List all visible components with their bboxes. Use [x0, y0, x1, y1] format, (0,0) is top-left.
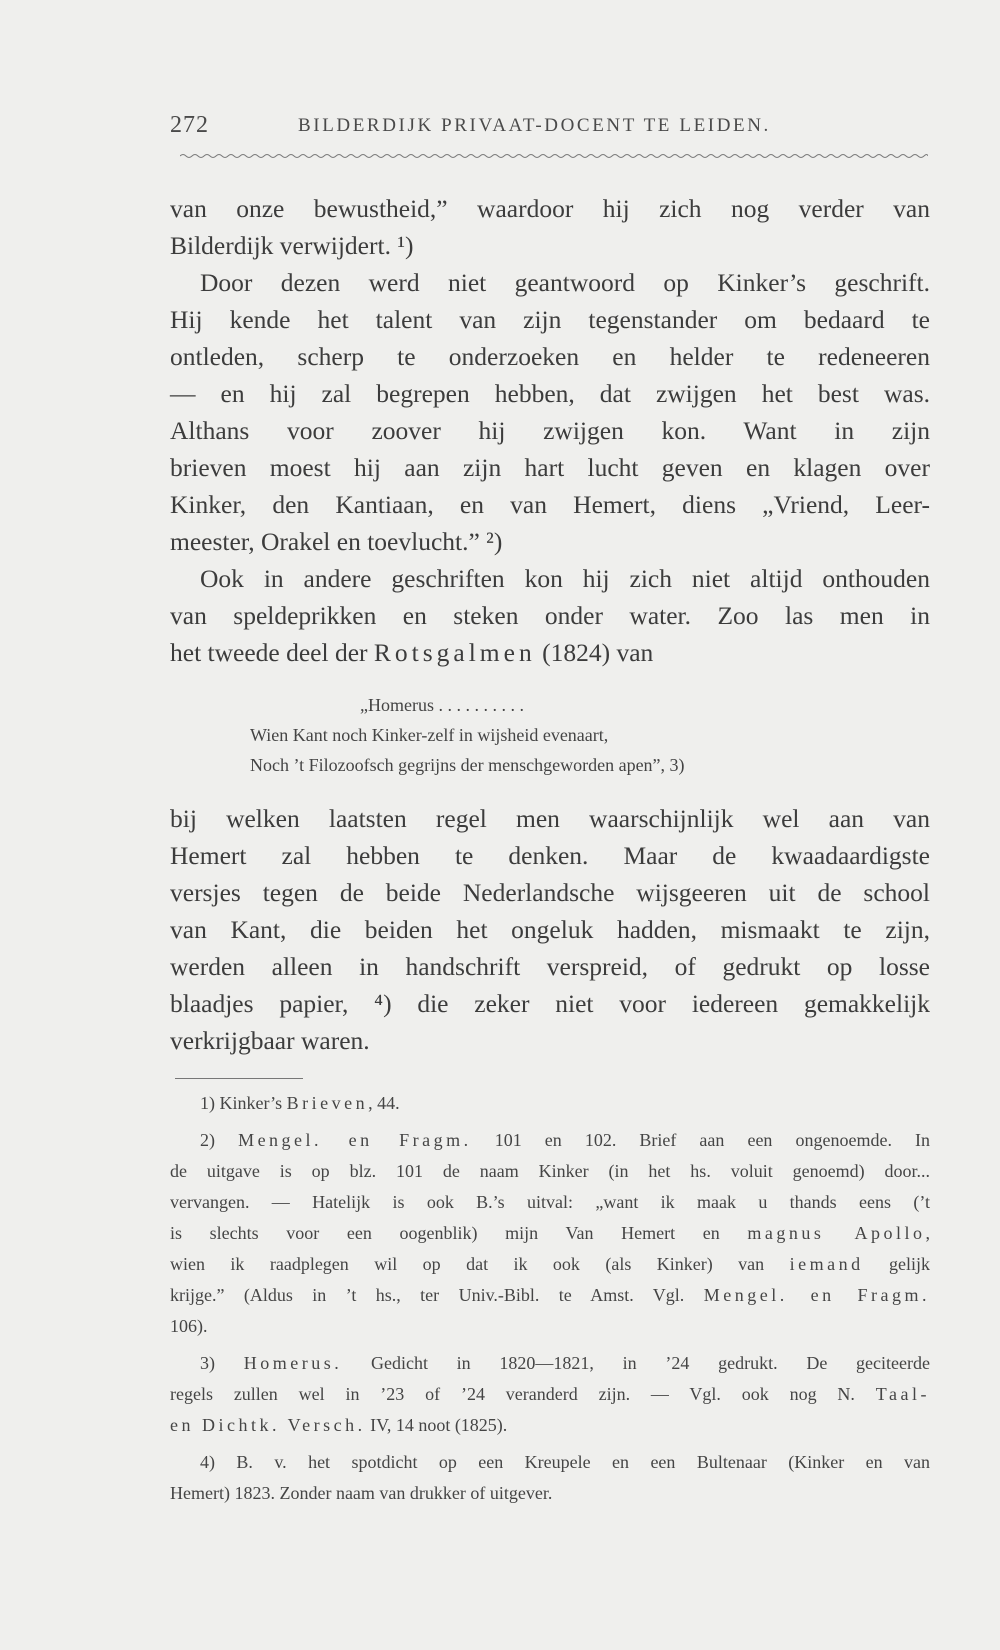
text-line: werden alleen in handschrift verspreid, of gedrukt op losse	[170, 952, 930, 981]
footnote-2-line	[170, 1125, 930, 1156]
text-line: meester, Orakel en toevlucht.” ²)	[170, 527, 503, 556]
text-line: van speldeprikken en steken onder water. Zoo las men in	[170, 601, 930, 630]
text-segment: Gedicht in 1820—1821, in ’24 gedrukt. De geciteerde	[342, 1353, 930, 1373]
footnote-2-line	[170, 1249, 930, 1280]
text-line: — en hij zal begrepen hebben, dat zwijgen het best was.	[170, 379, 930, 408]
footnote-3-line	[170, 1348, 930, 1379]
spaced-title: Mengel. en Fragm.	[703, 1285, 930, 1305]
text-segment: IV, 14 noot (1825).	[365, 1415, 508, 1435]
text-line: van onze bewustheid,” waardoor hij zich nog verder van	[170, 194, 930, 223]
text-line: brieven moest hij aan zijn hart lucht geven en klagen over	[170, 453, 930, 482]
text-line: verkrijgbaar waren.	[170, 1026, 370, 1055]
spaced-title: iemand	[789, 1254, 864, 1274]
text-segment: , 44.	[368, 1093, 400, 1113]
text-line	[170, 634, 930, 671]
text-segment: 2)	[200, 1130, 239, 1150]
text-segment: 101 en 102. Brief aan een ongenoemde. In	[471, 1130, 931, 1150]
footnote-4-line: Hemert) 1823. Zonder naam van drukker of uitgever.	[170, 1483, 553, 1503]
spaced-title: Taal-	[875, 1384, 930, 1404]
quote-line: „Homerus . . . . . . . . . .	[360, 695, 524, 715]
page-number: 272	[170, 112, 209, 138]
text-line: blaadjes papier, ⁴) die zeker niet voor iedereen gemakkelijk	[170, 989, 930, 1018]
text-segment: 1) Kinker’s	[200, 1093, 287, 1113]
text-line: van Kant, die beiden het ongeluk hadden, mismaakt te zijn,	[170, 915, 930, 944]
quote-line: Noch ’t Filozoofsch gegrijns der menschgeworden apen”, 3)	[250, 755, 685, 775]
footnote-3-line	[170, 1379, 930, 1410]
footnote-2-line: 106).	[170, 1316, 208, 1336]
page-header	[170, 112, 930, 142]
footnote-2-line: de uitgave is op blz. 101 de naam Kinker (in het hs. voluit genoemd) door...	[170, 1161, 930, 1181]
text-line: Althans voor zoover hij zwijgen kon. Want in zijn	[170, 416, 930, 445]
spaced-title: Mengel. en Fragm.	[238, 1130, 472, 1150]
spaced-title: Brieven	[286, 1093, 369, 1113]
running-title: BILDERDIJK PRIVAAT-DOCENT TE LEIDEN.	[298, 115, 771, 136]
spaced-title: Homerus.	[243, 1353, 343, 1373]
text-line: versjes tegen de beide Nederlandsche wijsgeeren uit de school	[170, 878, 930, 907]
footnote-2-line: vervangen. — Hatelijk is ook B.’s uitval: „want ik maak u thands eens (’t	[170, 1192, 930, 1212]
footnote-2-line	[170, 1280, 930, 1311]
text-segment: (1824) van	[535, 638, 654, 667]
text-segment: gelijk	[863, 1254, 930, 1274]
text-line: ontleden, scherp te onderzoeken en helder te redeneeren	[170, 342, 930, 371]
text-segment: 3)	[200, 1353, 244, 1373]
footnote-divider	[175, 1078, 303, 1079]
footnote-3-line	[170, 1410, 930, 1441]
spaced-title: magnus Apollo	[747, 1223, 926, 1243]
text-line: Ook in andere geschriften kon hij zich niet altijd onthouden	[200, 564, 930, 593]
quote-line: Wien Kant noch Kinker-zelf in wijsheid evenaart,	[250, 725, 609, 745]
spaced-title: en Dichtk. Versch.	[170, 1415, 366, 1435]
text-line: bij welken laatsten regel men waarschijnlijk wel aan van	[170, 804, 930, 833]
text-segment: is slechts voor een oogenblik) mijn Van Hemert en	[170, 1223, 748, 1243]
text-line: Hemert zal hebben te denken. Maar de kwaadaardigste	[170, 841, 930, 870]
text-segment: regels zullen wel in ’23 of ’24 veranderd zijn. — Vgl. ook nog N.	[170, 1384, 876, 1404]
body-paragraphs	[170, 190, 930, 671]
footnotes	[170, 1088, 930, 1509]
header-rule	[180, 152, 928, 160]
spaced-title: Rotsgalmen	[373, 638, 536, 667]
text-segment: ,	[925, 1223, 930, 1243]
text-segment: wien ik raadplegen wil op dat ik ook (als Kinker) van	[170, 1254, 790, 1274]
block-quote	[170, 690, 930, 780]
text-line: Kinker, den Kantiaan, en van Hemert, diens „Vriend, Leer-	[170, 490, 930, 519]
text-segment: het tweede deel der	[170, 638, 374, 667]
text-line: Door dezen werd niet geantwoord op Kinker’s geschrift.	[200, 268, 930, 297]
text-line: Bilderdijk verwijdert. ¹)	[170, 231, 414, 260]
text-line: Hij kende het talent van zijn tegenstander om bedaard te	[170, 305, 930, 334]
footnote-4-line: 4) B. v. het spotdicht op een Kreupele en een Bultenaar (Kinker en van	[200, 1452, 930, 1472]
footnote-1	[170, 1088, 930, 1119]
footnote-2-line	[170, 1218, 930, 1249]
text-segment: krijge.” (Aldus in ’t hs., ter Univ.-Bibl. te Amst. Vgl.	[170, 1285, 704, 1305]
body-paragraph-continued	[170, 800, 930, 1059]
